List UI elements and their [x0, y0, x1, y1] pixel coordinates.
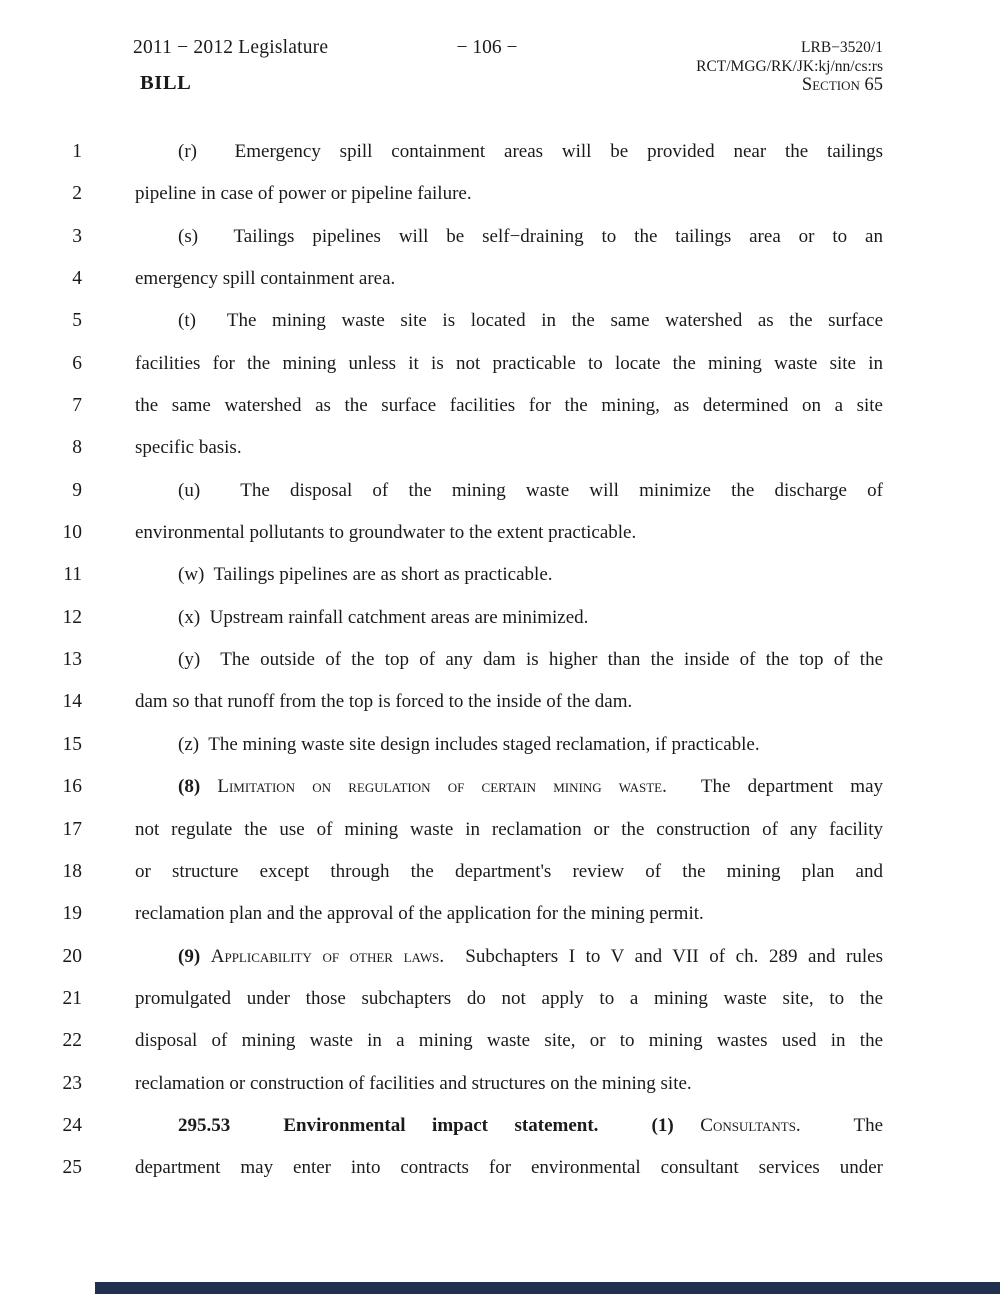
- line-text: [135, 936, 883, 978]
- text-segment: (9): [178, 945, 201, 967]
- text-line: [0, 385, 1000, 427]
- section-word: Section: [801, 75, 860, 95]
- line-number: 20: [62, 945, 82, 967]
- header-section-label: [802, 75, 883, 96]
- text-segment: department may enter into contracts for environmental consultant services under: [135, 1157, 883, 1179]
- line-text: [135, 1063, 883, 1105]
- text-segment: promulgated under those subchapters do not apply to a mining waste site, to the: [135, 987, 883, 1009]
- header-drafter-initials: RCT/MGG/RK/JK:kj/nn/cs:rs: [696, 58, 883, 75]
- text-line: [0, 300, 1000, 342]
- text-line: [0, 470, 1000, 512]
- text-segment: [674, 1115, 701, 1136]
- line-number: 21: [62, 987, 82, 1009]
- line-text: [135, 766, 883, 808]
- text-line: [0, 216, 1000, 258]
- header-lrb-number: LRB−3520/1: [801, 39, 883, 56]
- text-line: [0, 1063, 1000, 1105]
- line-text: [135, 300, 883, 342]
- text-segment: Environmental impact statement.: [283, 1114, 599, 1136]
- text-segment: or structure except through the department's review of the mining plan and: [135, 860, 883, 882]
- text-line: [0, 597, 1000, 639]
- text-segment: (x) Upstream rainfall catchment areas are minimized.: [178, 606, 589, 628]
- header-legislature: 2011 − 2012 Legislature: [133, 37, 329, 58]
- text-segment: not regulate the use of mining waste in reclamation or the construction of any facility: [135, 818, 883, 840]
- line-number: 4: [72, 268, 82, 290]
- text-segment: [200, 776, 217, 797]
- text-segment: (r) Emergency spill containment areas will be provided near the tailings: [178, 141, 883, 162]
- text-segment: (z) The mining waste site design includes staged reclamation, if practicable.: [178, 733, 760, 755]
- text-segment: reclamation plan and the approval of the application for the mining permit.: [135, 903, 704, 925]
- line-text: [135, 1020, 883, 1062]
- text-line: [0, 893, 1000, 935]
- text-line: [0, 851, 1000, 893]
- line-text: [135, 978, 883, 1020]
- text-line: [0, 1147, 1000, 1189]
- line-text: [135, 343, 883, 385]
- text-line: [0, 427, 1000, 469]
- line-text: [135, 1147, 883, 1189]
- line-number: 17: [62, 818, 82, 840]
- text-segment: [230, 1115, 283, 1136]
- text-line: [0, 512, 1000, 554]
- line-number: 7: [72, 395, 82, 417]
- text-line: [0, 809, 1000, 851]
- text-segment: disposal of mining waste in a mining waste site, or to mining wastes used in the: [135, 1030, 883, 1052]
- text-line: [0, 173, 1000, 215]
- text-line: [0, 936, 1000, 978]
- text-segment: (t) The mining waste site is located in the same watershed as the surface: [178, 310, 883, 332]
- line-text: [135, 639, 883, 681]
- text-line: [0, 131, 1000, 173]
- line-number: 23: [62, 1072, 82, 1094]
- text-line: [0, 639, 1000, 681]
- text-line: [0, 681, 1000, 723]
- text-segment: reclamation or construction of facilities and structures on the mining site.: [135, 1072, 692, 1094]
- text-segment: The: [800, 1114, 884, 1136]
- text-line: [0, 1020, 1000, 1062]
- text-line: [0, 1105, 1000, 1147]
- text-segment: pipeline in case of power or pipeline failure.: [135, 183, 472, 205]
- line-number: 8: [72, 437, 82, 459]
- text-line: [0, 343, 1000, 385]
- text-segment: the same watershed as the surface facilities for the mining, as determined on a site: [135, 395, 883, 417]
- text-segment: Subchapters I to V and VII of ch. 289 and rules: [444, 945, 883, 967]
- text-line: [0, 554, 1000, 596]
- line-text: [135, 470, 883, 512]
- line-text: [135, 385, 883, 427]
- line-text: [135, 258, 883, 300]
- line-text: [135, 597, 883, 639]
- text-segment: [200, 946, 211, 967]
- line-text: [135, 427, 883, 469]
- line-text: [135, 554, 883, 596]
- text-segment: environmental pollutants to groundwater to the extent practicable.: [135, 522, 637, 544]
- line-text: [135, 809, 883, 851]
- text-segment: (u) The disposal of the mining waste will minimize the discharge of: [178, 479, 883, 501]
- line-number: 19: [62, 903, 82, 925]
- text-segment: [598, 1115, 651, 1136]
- line-number: 18: [62, 860, 82, 882]
- line-text: [135, 216, 883, 258]
- text-segment: dam so that runoff from the top is forced to the inside of the dam.: [135, 691, 633, 713]
- text-segment: emergency spill containment area.: [135, 268, 396, 290]
- bill-text-lines: [0, 131, 1000, 1190]
- line-text: [135, 131, 883, 173]
- line-number: 1: [72, 141, 82, 162]
- text-segment: facilities for the mining unless it is not practicable to locate the mining waste site in: [135, 352, 883, 374]
- text-line: [0, 978, 1000, 1020]
- line-number: 2: [72, 183, 82, 205]
- line-number: 22: [62, 1030, 82, 1052]
- line-number: 13: [62, 649, 82, 671]
- section-number: 65: [859, 75, 883, 95]
- text-segment: (1): [651, 1114, 674, 1136]
- line-text: [135, 173, 883, 215]
- line-number: 12: [62, 606, 82, 628]
- text-segment: Limitation on regulation of certain mining waste.: [217, 776, 667, 798]
- line-number: 3: [72, 225, 82, 247]
- text-line: [0, 766, 1000, 808]
- text-segment: (s) Tailings pipelines will be self−draining to the tailings area or to an: [178, 225, 883, 247]
- text-segment: Consultants.: [700, 1114, 801, 1136]
- line-text: [135, 724, 883, 766]
- text-segment: The department may: [666, 776, 883, 798]
- line-number: 10: [62, 522, 82, 544]
- text-segment: (w) Tailings pipelines are as short as practicable.: [178, 564, 553, 586]
- header-bill-label: BILL: [140, 72, 192, 94]
- line-number: 11: [63, 564, 82, 586]
- line-number: 9: [72, 479, 82, 501]
- scan-edge-artifact: [95, 1282, 1000, 1294]
- line-number: 15: [62, 733, 82, 755]
- text-line: [0, 258, 1000, 300]
- line-text: [135, 512, 883, 554]
- line-text: [135, 893, 883, 935]
- text-segment: 295.53: [178, 1114, 231, 1136]
- line-number: 24: [62, 1114, 82, 1136]
- text-segment: (8): [178, 776, 201, 798]
- line-number: 14: [62, 691, 82, 713]
- line-text: [135, 681, 883, 723]
- line-number: 5: [72, 310, 82, 332]
- page-number-text: − 106 −: [456, 37, 518, 58]
- line-text: [135, 1105, 883, 1147]
- text-segment: (y) The outside of the top of any dam is higher than the inside of the top of the: [178, 649, 883, 671]
- text-line: [0, 724, 1000, 766]
- text-segment: specific basis.: [135, 437, 242, 459]
- line-number: 25: [62, 1157, 82, 1179]
- line-text: [135, 851, 883, 893]
- line-number: 6: [72, 352, 82, 374]
- text-segment: Applicability of other laws.: [210, 945, 445, 967]
- line-number: 16: [62, 776, 82, 798]
